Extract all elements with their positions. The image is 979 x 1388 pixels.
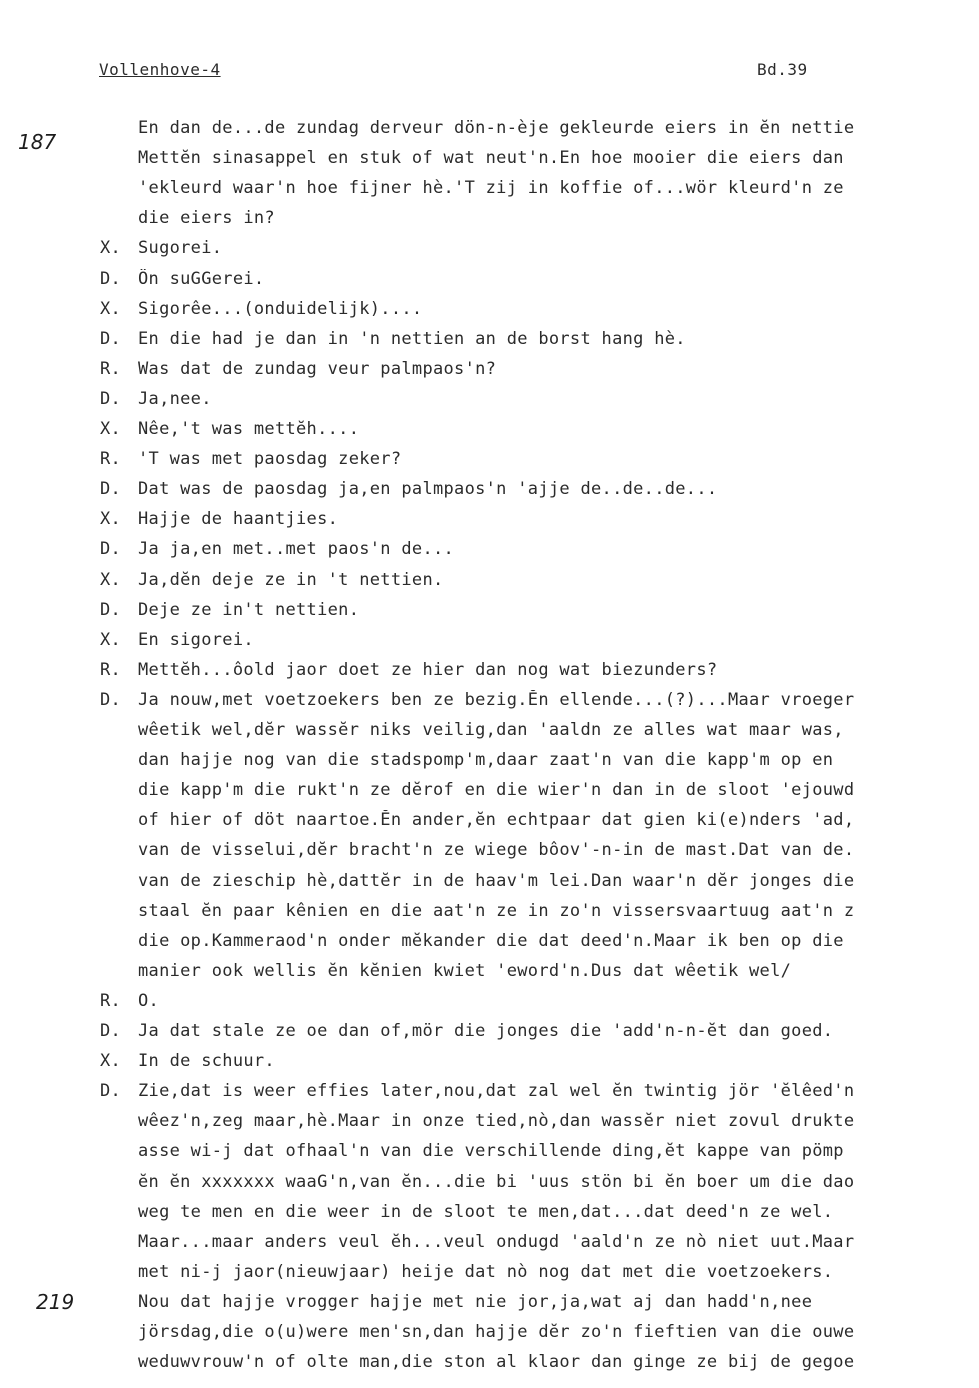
line-text: 'ekleurd waar'n hoe fijner hè.'T zij in koffie of...wör kleurd'n ze (138, 178, 844, 199)
line-text: Maar...maar anders veul ĕh...veul ondugd 'aald'n ze nò niet uut.Maar (138, 1231, 855, 1252)
line-text: dan hajje nog van die stadspomp'm,daar zaat'n van die kapp'm op en (138, 750, 834, 771)
transcript-line (0, 449, 979, 479)
transcript-line (0, 1081, 979, 1111)
header-title: Vollenhove-4 (99, 60, 221, 79)
line-text: In de schuur. (138, 1051, 275, 1072)
line-text: O. (138, 990, 160, 1011)
header-page-ref: Bd.39 (757, 60, 808, 79)
line-text: Deje ze in't nettien. (138, 599, 360, 620)
line-text: Nêe,'t was mettĕh.... (138, 419, 360, 439)
line-text: weg te men en die weer in de sloot te men,dat...dat deed'n ze wel. (138, 1201, 834, 1222)
transcript-line (0, 690, 979, 720)
line-text: manier ook wellis ĕn kĕnien kwiet 'eword'n.Dus dat wêetik wel/ (138, 960, 792, 981)
transcript-line (0, 509, 979, 539)
transcript-line (0, 570, 979, 600)
line-text: En dan de...de zundag derveur dön-n-èje gekleurde eiers in ĕn nettie (138, 118, 855, 138)
speaker-label: X. (100, 238, 122, 259)
line-text: Was dat de zundag veur palmpaos'n? (138, 358, 497, 379)
speaker-label: D. (100, 1081, 122, 1102)
transcript-line (0, 1352, 979, 1382)
speaker-label: X. (100, 569, 122, 590)
transcript-line (0, 1292, 979, 1322)
line-text: wêez'n,zeg maar,hè.Maar in onze tied,nò,dan wassĕr niet zovul drukte (138, 1111, 855, 1132)
transcript-line (0, 1021, 979, 1051)
line-text: of hier of döt naartoe.Ĕn ander,ĕn echtpaar dat gien ki(e)nders 'ad, (138, 810, 855, 831)
transcript-line (0, 299, 979, 329)
line-text: Ön suGGerei. (138, 268, 265, 289)
speaker-label: D. (100, 268, 122, 289)
speaker-label: D. (100, 479, 122, 500)
transcript-line (0, 148, 979, 178)
transcript-line (0, 780, 979, 810)
transcript-line (0, 931, 979, 961)
transcript-line (0, 1232, 979, 1262)
speaker-label: X. (100, 298, 122, 319)
transcript-line (0, 539, 979, 569)
line-text: Mettĕn sinasappel en stuk of wat neut'n.En hoe mooier die eiers dan (138, 148, 844, 169)
transcript-line (0, 419, 979, 449)
line-text: met ni-j jaor(nieuwjaar) heije dat nò nog dat met die voetzoekers. (138, 1261, 834, 1282)
transcript-line (0, 238, 979, 268)
line-text: Sugorei. (138, 238, 223, 259)
line-text: Ja,dĕn deje ze in 't nettien. (138, 569, 444, 590)
transcript-line (0, 359, 979, 389)
speaker-label: R. (100, 659, 122, 680)
speaker-label: X. (100, 419, 122, 439)
transcript-line (0, 750, 979, 780)
transcript-line (0, 1051, 979, 1081)
line-text: die kapp'm die rukt'n ze dĕrof en die wier'n dan in de sloot 'ejouwd (138, 780, 855, 801)
transcript-line (0, 991, 979, 1021)
line-text: ĕn ĕn xxxxxxx waaG'n,van ĕn...die bi 'uus stön bi ĕn boer um die dao (138, 1171, 855, 1192)
transcript-line (0, 1111, 979, 1141)
line-text: jörsdag,die o(u)were men'sn,dan hajje dĕr zo'n fieftien van die ouwe (138, 1322, 855, 1342)
transcript-line (0, 1322, 979, 1352)
line-text: asse wi-j dat ofhaal'n van die verschillende ding,ĕt kappe van pömp (138, 1141, 844, 1162)
transcript-line (0, 479, 979, 509)
line-text: Dat was de paosdag ja,en palmpaos'n 'ajje de..de..de... (138, 479, 718, 500)
transcript-line (0, 1141, 979, 1171)
line-text: Mettĕh...ôold jaor doet ze hier dan nog wat biezunders? (138, 659, 718, 680)
speaker-label: X. (100, 629, 122, 650)
speaker-label: X. (100, 509, 122, 530)
line-text: die op.Kammeraod'n onder mĕkander die dat deed'n.Maar ik ben op die (138, 930, 844, 951)
line-text: staal ĕn paar kênien en die aat'n ze in zo'n vissersvaartuug aat'n z (138, 900, 855, 921)
line-text: Ja ja,en met..met paos'n de... (138, 539, 455, 560)
speaker-label: X. (100, 1051, 122, 1072)
transcript-line (0, 329, 979, 359)
line-text: Hajje de haantjies. (138, 509, 339, 530)
transcript-line (0, 1262, 979, 1292)
transcript-line (0, 901, 979, 931)
line-text: Ja dat stale ze oe dan of,mör die jonges die 'add'n-n-ĕt dan goed. (138, 1021, 834, 1041)
speaker-label: R. (100, 358, 122, 379)
line-text: En sigorei. (138, 629, 254, 650)
margin-note-handwritten: 219 (36, 1290, 75, 1314)
transcript-line (0, 1172, 979, 1202)
transcript-line (0, 961, 979, 991)
margin-note-handwritten: 187 (18, 130, 57, 154)
speaker-label: D. (100, 599, 122, 620)
transcript-line (0, 178, 979, 208)
line-text: 'T was met paosdag zeker? (138, 449, 402, 470)
transcript-line (0, 118, 979, 148)
transcript-line (0, 630, 979, 660)
line-text: wêetik wel,dĕr wassĕr niks veilig,dan 'aaldn ze alles wat maar was, (138, 720, 844, 740)
speaker-label: D. (100, 689, 122, 710)
line-text: En die had je dan in 'n nettien an de borst hang hè. (138, 328, 686, 349)
line-text: Sigorêe...(onduidelijk).... (138, 298, 423, 319)
transcript-line (0, 871, 979, 901)
transcript-line (0, 208, 979, 238)
transcript-line (0, 600, 979, 630)
line-text: die eiers in? (138, 208, 275, 229)
transcript-line (0, 810, 979, 840)
line-text: weduwvrouw'n of olte man,die ston al klaor dan ginge ze bij de gegoe (138, 1352, 855, 1373)
transcript-line (0, 1202, 979, 1232)
line-text: Ja nouw,met voetzoekers ben ze bezig.Ĕn ellende...(?)...Maar vroeger (138, 689, 855, 710)
transcript-line (0, 720, 979, 750)
line-text: van de visselui,dĕr bracht'n ze wiege bôov'-n-in de mast.Dat van de. (138, 840, 855, 861)
line-text: van de zieschip hè,dattĕr in de haav'm lei.Dan waar'n dĕr jonges die (138, 870, 855, 891)
speaker-label: D. (100, 539, 122, 560)
speaker-label: R. (100, 990, 122, 1011)
line-text: Nou dat hajje vrogger hajje met nie jor,ja,wat aj dan hadd'n,nee (138, 1291, 813, 1312)
line-text: Ja,nee. (138, 388, 212, 409)
speaker-label: D. (100, 388, 122, 409)
speaker-label: R. (100, 449, 122, 470)
line-text: Zie,dat is weer effies later,nou,dat zal wel ĕn twintig jör 'ĕlêed'n (138, 1081, 855, 1102)
speaker-label: D. (100, 328, 122, 349)
transcript-line (0, 840, 979, 870)
transcript-line (0, 269, 979, 299)
transcript-line (0, 660, 979, 690)
transcript-line (0, 389, 979, 419)
speaker-label: D. (100, 1021, 122, 1041)
